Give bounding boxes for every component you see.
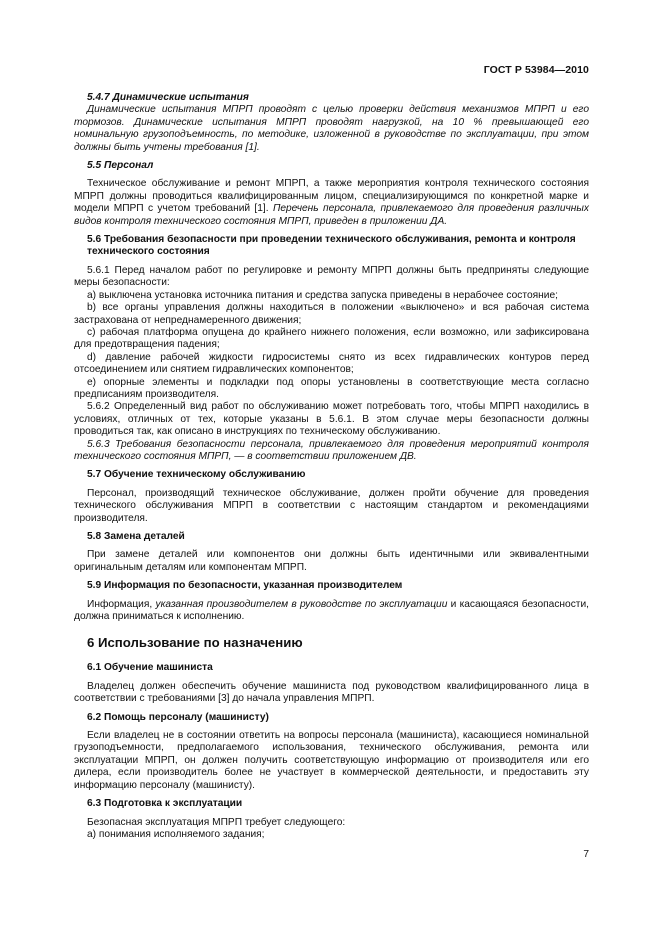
section-6-title: 6 Использование по назначению	[87, 635, 303, 651]
list-item-d: d) давление рабочей жидкости гидросистемы снято из всех гидравлических контуров перед отсоединением или снятием гидравлических компонентов;	[74, 351, 589, 376]
section-5-9-text-c: и касающаяся безопасности, должна приниматься к исполнению.	[74, 598, 589, 623]
section-5-9-title: 5.9 Информация по безопасности, указанная производителем	[87, 580, 403, 592]
list-item-e: e) опорные элементы и подкладки под опоры установлены в соответствующие места согласно предписаниям производителя.	[74, 376, 589, 400]
section-6-3-text: Безопасная эксплуатация МПРП требует следующего:	[87, 816, 346, 828]
section-5-9-text-b: указанная производителем в руководстве по эксплуатации	[155, 598, 448, 610]
section-5-6-2-text: 5.6.2 Определенный вид работ по обслуживанию может потребовать того, чтобы МПРП находились в условиях, отличных от тех, которые указаны в 5.6.1. В этом случае меры безопасности должны проводиться так, как описано в инструкциях по техническому обслуживанию.	[74, 401, 589, 438]
section-5-7-title: 5.7 Обучение техническому обслуживанию	[87, 469, 306, 481]
document-id: ГОСТ Р 53984—2010	[483, 64, 589, 76]
list-item-b: b) все органы управления должны находиться в положении «выключено» и вся рабочая система застрахована от непреднамеренного движения;	[74, 302, 589, 326]
section-5-8-text: При замене деталей или компонентов они должны быть идентичными или эквивалентными оригинальным деталям или компонентам МПРП.	[74, 549, 589, 573]
section-5-7-text: Персонал, производящий техническое обслуживание, должен пройти обучение для проведения технического обслуживания МПРП в соответствии с настоящим стандартом и рекомендациями производителя.	[74, 487, 589, 524]
section-5-9-text	[74, 599, 589, 624]
page-content	[74, 92, 589, 841]
page-number: 7	[583, 849, 589, 860]
section-5-5-title: 5.5 Персонал	[87, 160, 154, 172]
section-6-1-text: Владелец должен обеспечить обучение машиниста под руководством квалифицированного лица в соответствии с требованиями [3] до начала управления МПРП.	[74, 680, 589, 705]
section-5-6-1-text: 5.6.1 Перед началом работ по регулировке и ремонту МПРП должны быть предприняты следующие меры безопасности:	[74, 264, 589, 289]
list-item-6-3-a: a) понимания исполняемого задания;	[87, 828, 265, 840]
section-5-4-7-title: 5.4.7 Динамические испытания	[87, 92, 249, 103]
list-item-a: a) выключена установка источника питания и средства запуска приведены в нерабочее состояние;	[87, 289, 558, 301]
section-5-5-text-a: Техническое обслуживание и ремонт МПРП, а также мероприятия контроля технического состояния МПРП должны проводиться квалифицированным лицом, специализирующимся по конкретной марке и модели МПРП с учетом требований [1].	[74, 178, 589, 215]
section-5-6-3-text: 5.6.3 Требования безопасности персонала, привлекаемого для проведения мероприятий контроля технического состояния МПРП, — в соответствии приложением ДВ.	[74, 438, 589, 462]
list-item-c: c) рабочая платформа опущена до крайнего нижнего положения, если возможно, или зафиксирована для предотвращения падения;	[74, 326, 589, 351]
section-6-1-title: 6.1 Обучение машиниста	[87, 662, 213, 674]
section-6-3-title: 6.3 Подготовка к эксплуатации	[87, 798, 243, 810]
section-6-2-text: Если владелец не в состоянии ответить на вопросы персонала (машиниста), касающиеся номинальной грузоподъемности, предполагаемого использования, технического обслуживания, ремонта или эксплуатации МПРП, он должен получить соответствующую информацию от производителя или его дилера, если производитель более не участвует в коммерческой деятельности, и предоставить эту информацию персоналу (машинисту).	[74, 730, 589, 791]
section-5-5-text	[74, 178, 589, 228]
section-5-6-title: 5.6 Требования безопасности при проведении технического обслуживания, ремонта и контроля технического состояния	[87, 234, 576, 258]
section-5-8-title: 5.8 Замена деталей	[87, 531, 185, 542]
section-6-2-title: 6.2 Помощь персоналу (машинисту)	[87, 711, 269, 723]
section-5-4-7-text: Динамические испытания МПРП проводят с целью проверки действия механизмов МПРП и его тормозов. Динамические испытания МПРП проводят нагрузкой, на 10 % превышающей его номинальную грузоподъемность, по методике, изложенной в руководстве по эксплуатации, при этом должны быть учтены требования [1].	[74, 104, 589, 153]
section-5-5-text-b: Перечень персонала, привлекаемого для проведения различных видов контроля технического состояния МПРП, приведен в приложении ДА.	[74, 203, 589, 227]
section-5-9-text-a: Информация,	[87, 598, 156, 610]
